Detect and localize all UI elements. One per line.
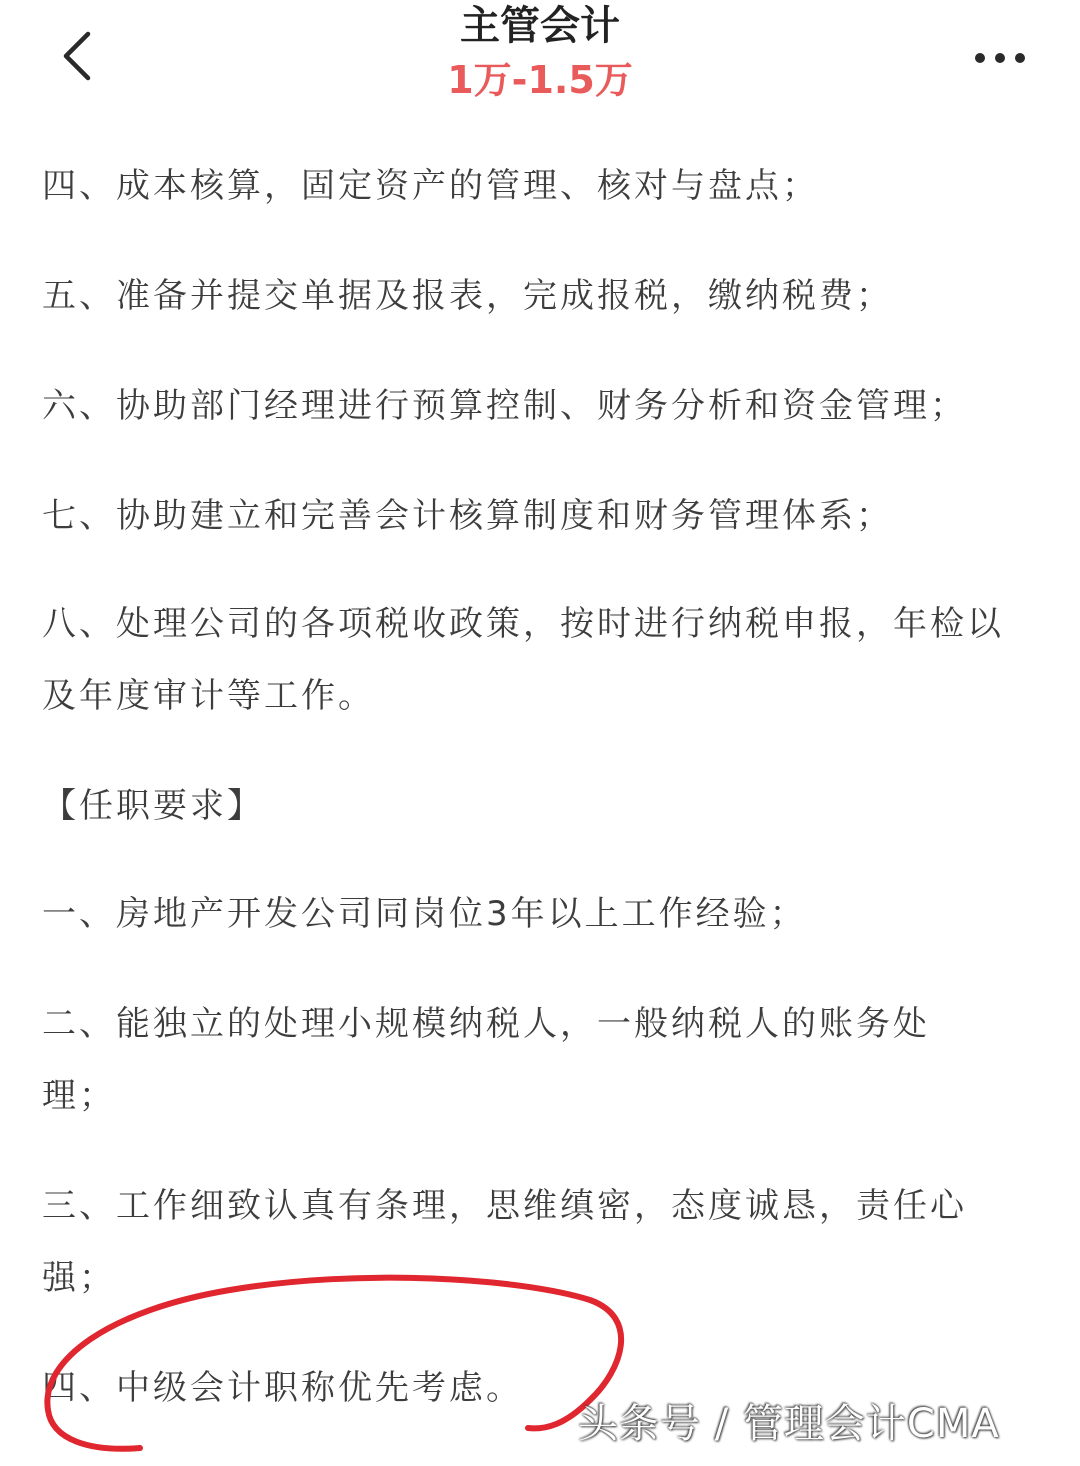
requirement-item-1: 一、房地产开发公司同岗位3年以上工作经验； xyxy=(42,894,807,934)
requirement-item-2: 二、能独立的处理小规模纳税人，一般纳税人的账务处理； xyxy=(42,1004,930,1116)
more-dots-icon xyxy=(962,36,1038,80)
duty-item-4: 四、成本核算，固定资产的管理、核对与盘点； xyxy=(42,166,819,206)
watermark: 头条号 / 管理会计CMA xyxy=(578,1401,1000,1447)
duty-item-8: 八、处理公司的各项税收政策，按时进行纳税申报，年检以及年度审计等工作。 xyxy=(42,604,1004,716)
salary-range: 1万-1.5万 xyxy=(447,58,633,102)
app-header xyxy=(0,0,1080,120)
more-button[interactable] xyxy=(962,36,1038,80)
requirement-item-3: 三、工作细致认真有条理，思维缜密，态度诚恳，责任心强； xyxy=(42,1186,967,1298)
requirement-item-4: 四、中级会计职称优先考虑。 xyxy=(42,1368,523,1408)
requirements-heading: 【任职要求】 xyxy=(42,786,264,826)
duty-item-7: 七、协助建立和完善会计核算制度和财务管理体系； xyxy=(42,496,893,536)
duty-item-5: 五、准备并提交单据及报表，完成报税，缴纳税费； xyxy=(42,276,893,316)
duty-item-6: 六、协助部门经理进行预算控制、财务分析和资金管理； xyxy=(42,386,967,426)
page-title: 主管会计 xyxy=(460,3,620,49)
